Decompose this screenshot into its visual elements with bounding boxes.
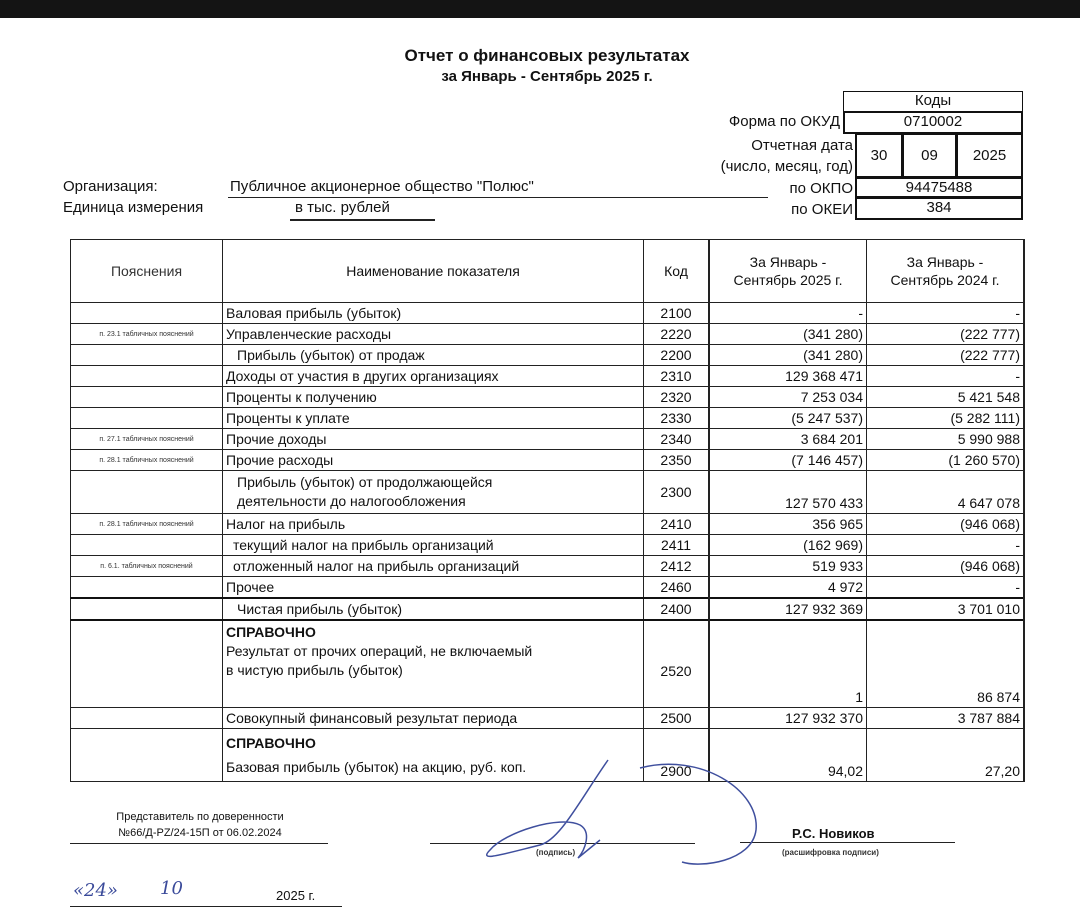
signer-caption: (расшифровка подписи) [782, 848, 879, 857]
row-note [71, 408, 223, 429]
row-note [71, 577, 223, 599]
row-name-line2: в чистую прибыль (убыток) [226, 662, 403, 678]
row-value-2024: - [867, 366, 1025, 387]
okud-value: 0710002 [843, 111, 1023, 134]
representative-poa: №66/Д-PZ/24-15П от 06.02.2024 [118, 827, 282, 839]
row-name: Прочие доходы [223, 429, 644, 450]
unit-label: Единица измерения [63, 199, 204, 216]
row-value-2024: - [867, 535, 1025, 556]
row-name: Проценты к получению [223, 387, 644, 408]
date-year: 2025 г. [276, 888, 316, 903]
row-note: п. 23.1 табличных пояснений [71, 324, 223, 345]
row-name [223, 620, 644, 708]
row-note [71, 535, 223, 556]
row-name-line1: Базовая прибыль (убыток) на акцию, руб. коп. [226, 759, 527, 775]
table-row [71, 556, 1025, 577]
row-name: Управленческие расходы [223, 324, 644, 345]
row-code: 2500 [644, 708, 710, 729]
row-name: Налог на прибыль [223, 514, 644, 535]
row-code: 2410 [644, 514, 710, 535]
row-value-2024: 5 990 988 [867, 429, 1025, 450]
row-note: п. 28.1 табличных пояснений [71, 450, 223, 471]
report-day: 30 [855, 133, 903, 178]
okpo-value: 94475488 [855, 177, 1023, 198]
table-row [71, 514, 1025, 535]
row-code: 2350 [644, 450, 710, 471]
date-day: «24» [73, 880, 118, 901]
header-period-2025-line1: За Январь - [749, 254, 827, 270]
codes-header: Коды [843, 91, 1023, 112]
header-period-2024-line2: Сентябрь 2024 г. [890, 272, 1000, 288]
table-row [71, 471, 1025, 514]
row-code: 2100 [644, 303, 710, 324]
row-note [71, 366, 223, 387]
signer-line [740, 842, 955, 843]
row-value-2024: - [867, 303, 1025, 324]
row-value-2025: (7 146 457) [709, 450, 867, 471]
table-row [71, 708, 1025, 729]
row-value-2025: - [709, 303, 867, 324]
header-indicator: Наименование показателя [223, 240, 644, 303]
row-code: 2520 [644, 620, 710, 708]
row-value-2024: (222 777) [867, 345, 1025, 366]
row-value-2025: 4 972 [709, 577, 867, 599]
okud-label: Форма по ОКУД [728, 113, 840, 130]
table-row [71, 577, 1025, 599]
table-row [71, 345, 1025, 366]
row-value-2025: 7 253 034 [709, 387, 867, 408]
row-value-2025: 519 933 [709, 556, 867, 577]
report-period: за Январь - Сентябрь 2025 г. [441, 68, 653, 85]
row-code: 2200 [644, 345, 710, 366]
row-value-2024: - [867, 577, 1025, 599]
table-row [71, 408, 1025, 429]
row-value-2025: (341 280) [709, 345, 867, 366]
row-value-2025: (162 969) [709, 535, 867, 556]
row-value-2025: 129 368 471 [709, 366, 867, 387]
row-name: Прочие расходы [223, 450, 644, 471]
row-note [71, 708, 223, 729]
row-note: п. 28.1 табличных пояснений [71, 514, 223, 535]
row-name-line1: Прибыль (убыток) от продолжающейся [237, 474, 493, 490]
representative-line [70, 843, 328, 844]
row-name: Проценты к уплате [223, 408, 644, 429]
row-note: п. 27.1 табличных пояснений [71, 429, 223, 450]
row-name: Совокупный финансовый результат периода [223, 708, 644, 729]
unit-value: в тыс. рублей [295, 199, 390, 216]
row-value-2024: (222 777) [867, 324, 1025, 345]
report-date-label: Отчетная дата [751, 137, 853, 154]
row-note [71, 303, 223, 324]
row-heading: СПРАВОЧНО [226, 624, 316, 640]
row-name: Валовая прибыль (убыток) [223, 303, 644, 324]
table-row [71, 729, 1025, 782]
row-note: п. 6.1. табличных пояснений [71, 556, 223, 577]
header-period-2025 [709, 240, 867, 303]
row-value-2025: 94,02 [709, 729, 867, 782]
row-name: Прочее [223, 577, 644, 599]
date-month: 10 [160, 878, 183, 899]
row-value-2025: 3 684 201 [709, 429, 867, 450]
top-bar [0, 0, 1080, 18]
row-name: Чистая прибыль (убыток) [223, 598, 644, 620]
row-value-2025: 356 965 [709, 514, 867, 535]
table-header-row [71, 240, 1025, 303]
row-value-2024: (1 260 570) [867, 450, 1025, 471]
unit-underline [290, 219, 435, 221]
table-row-net-profit [71, 598, 1025, 620]
row-value-2024: 5 421 548 [867, 387, 1025, 408]
signature-line [430, 843, 695, 844]
table-row [71, 535, 1025, 556]
organization-underline [228, 197, 768, 198]
row-value-2025: (341 280) [709, 324, 867, 345]
table-row [71, 450, 1025, 471]
row-note [71, 471, 223, 514]
row-note [71, 598, 223, 620]
row-value-2024: 3 787 884 [867, 708, 1025, 729]
row-code: 2220 [644, 324, 710, 345]
row-value-2025: 1 [709, 620, 867, 708]
header-period-2025-line2: Сентябрь 2025 г. [733, 272, 843, 288]
row-code: 2300 [644, 471, 710, 514]
row-value-2024: 27,20 [867, 729, 1025, 782]
row-value-2025: 127 570 433 [709, 471, 867, 514]
okei-value: 384 [855, 197, 1023, 220]
row-note [71, 620, 223, 708]
okpo-label: по ОКПО [789, 180, 853, 197]
header-period-2024 [867, 240, 1025, 303]
row-code: 2900 [644, 729, 710, 782]
row-note [71, 387, 223, 408]
row-value-2025: (5 247 537) [709, 408, 867, 429]
table-row [71, 429, 1025, 450]
table-row [71, 387, 1025, 408]
row-code: 2310 [644, 366, 710, 387]
date-line [70, 906, 342, 907]
report-title: Отчет о финансовых результатах [404, 46, 690, 65]
row-name-line1: Результат от прочих операций, не включаемый [226, 643, 533, 659]
row-code: 2330 [644, 408, 710, 429]
table-row [71, 366, 1025, 387]
organization-label: Организация: [63, 178, 158, 195]
row-code: 2340 [644, 429, 710, 450]
row-value-2024: 4 647 078 [867, 471, 1025, 514]
row-name [223, 471, 644, 514]
row-heading: СПРАВОЧНО [226, 735, 316, 751]
report-month: 09 [902, 133, 957, 178]
table-row [71, 620, 1025, 708]
header-notes: Пояснения [71, 240, 223, 303]
row-value-2025: 127 932 370 [709, 708, 867, 729]
representative-title: Представитель по доверенности [116, 811, 284, 823]
row-name-line2: деятельности до налогообложения [237, 493, 466, 509]
header-period-2024-line1: За Январь - [906, 254, 984, 270]
table-row [71, 324, 1025, 345]
signature-caption: (подпись) [536, 848, 576, 857]
row-value-2024: (946 068) [867, 514, 1025, 535]
row-value-2024: (5 282 111) [867, 408, 1025, 429]
organization-name: Публичное акционерное общество "Полюс" [230, 178, 534, 195]
row-value-2024: (946 068) [867, 556, 1025, 577]
row-code: 2460 [644, 577, 710, 599]
row-code: 2411 [644, 535, 710, 556]
financial-results-table [70, 239, 1025, 782]
row-code: 2412 [644, 556, 710, 577]
row-name: отложенный налог на прибыль организаций [223, 556, 644, 577]
row-note [71, 345, 223, 366]
row-name: Прибыль (убыток) от продаж [223, 345, 644, 366]
row-name: текущий налог на прибыль организаций [223, 535, 644, 556]
report-year: 2025 [956, 133, 1023, 178]
signer-name: Р.С. Новиков [792, 826, 875, 841]
row-value-2025: 127 932 369 [709, 598, 867, 620]
table-row [71, 303, 1025, 324]
row-code: 2320 [644, 387, 710, 408]
row-code: 2400 [644, 598, 710, 620]
row-name: Доходы от участия в других организациях [223, 366, 644, 387]
report-date-hint: (число, месяц, год) [720, 158, 853, 175]
header-code: Код [644, 240, 710, 303]
row-name [223, 729, 644, 782]
row-value-2024: 3 701 010 [867, 598, 1025, 620]
okei-label: по ОКЕИ [791, 201, 853, 218]
row-value-2024: 86 874 [867, 620, 1025, 708]
row-note [71, 729, 223, 782]
